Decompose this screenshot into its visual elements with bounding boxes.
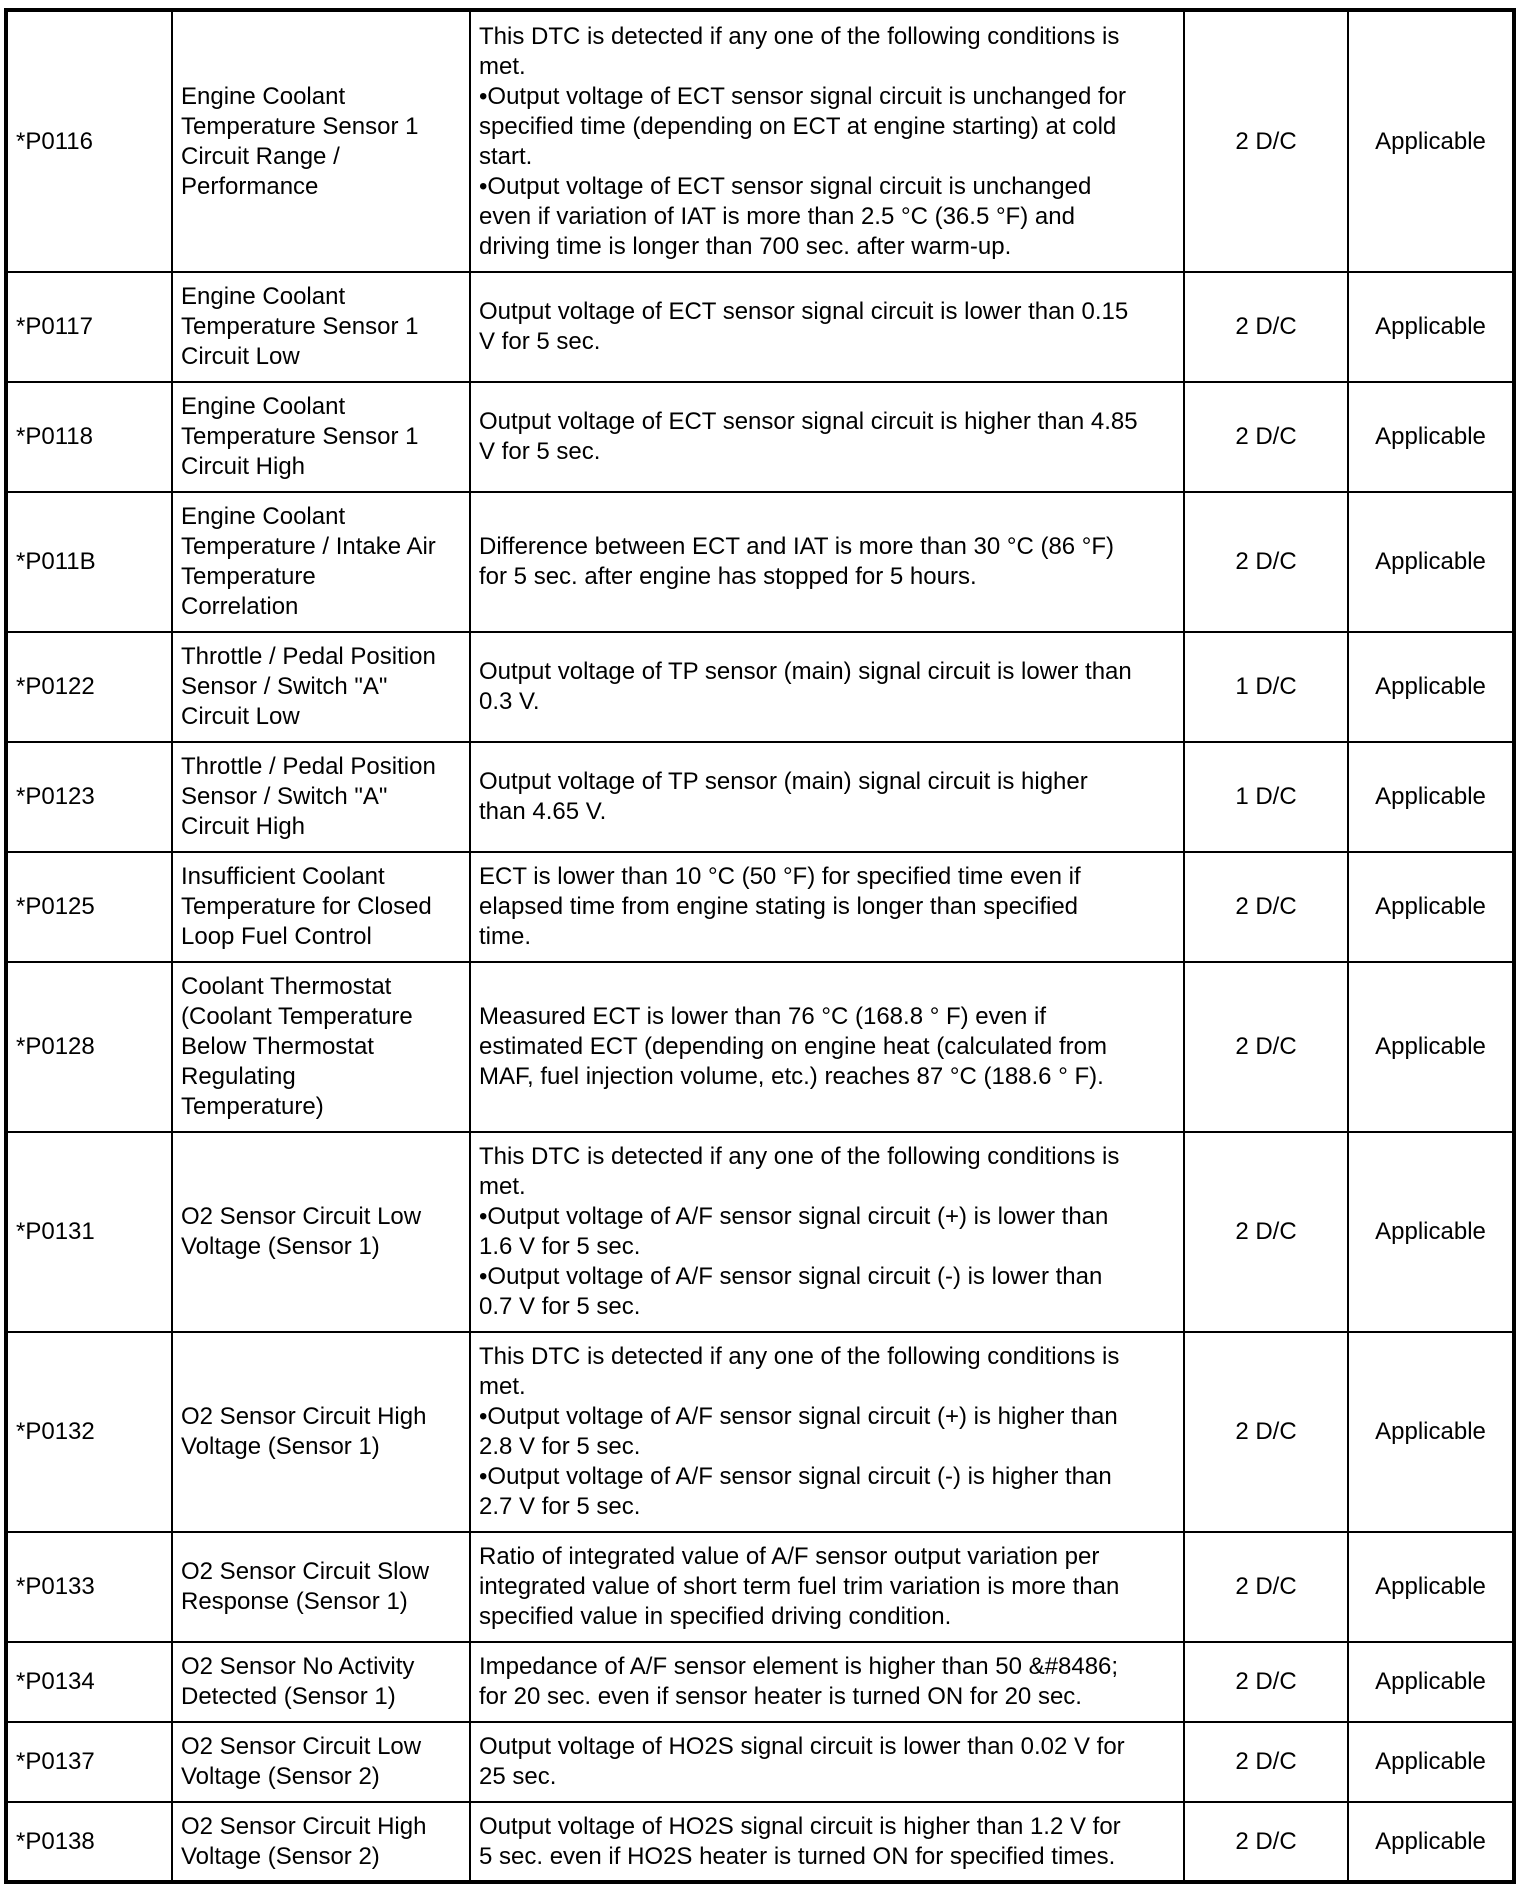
detection-item: O2 Sensor Circuit High Voltage (Sensor 1): [172, 1332, 470, 1532]
detection-item: O2 Sensor Circuit High Voltage (Sensor 2): [172, 1802, 470, 1882]
mil-applicability: Applicable: [1348, 1532, 1514, 1642]
table-row: [6, 852, 1514, 962]
detection-item: O2 Sensor No Activity Detected (Sensor 1): [172, 1642, 470, 1722]
dtc-code: *P0116: [6, 10, 172, 272]
trip-detection-logic: 2 D/C: [1184, 1722, 1348, 1802]
table-row: [6, 10, 1514, 272]
dtc-detection-condition: This DTC is detected if any one of the following conditions is met. •Output voltage of A/F sensor signal circuit (+) is higher than 2.8 V for 5 sec. •Output voltage of A/F sensor signal circuit (-) is higher than 2.7 V for 5 sec.: [470, 1332, 1184, 1532]
dtc-code: *P0128: [6, 962, 172, 1132]
dtc-detection-condition: ECT is lower than 10 °C (50 °F) for specified time even if elapsed time from engine stating is longer than specified time.: [470, 852, 1184, 962]
trip-detection-logic: 2 D/C: [1184, 852, 1348, 962]
trip-detection-logic: 2 D/C: [1184, 1332, 1348, 1532]
dtc-detection-condition: Difference between ECT and IAT is more than 30 °C (86 °F) for 5 sec. after engine has stopped for 5 hours.: [470, 492, 1184, 632]
mil-applicability: Applicable: [1348, 492, 1514, 632]
detection-item: O2 Sensor Circuit Slow Response (Sensor 1): [172, 1532, 470, 1642]
table-row: [6, 742, 1514, 852]
table-row: [6, 1642, 1514, 1722]
detection-item: Insufficient Coolant Temperature for Closed Loop Fuel Control: [172, 852, 470, 962]
detection-item: O2 Sensor Circuit Low Voltage (Sensor 1): [172, 1132, 470, 1332]
dtc-code: *P0131: [6, 1132, 172, 1332]
detection-item: Engine Coolant Temperature Sensor 1 Circuit High: [172, 382, 470, 492]
dtc-code: *P0134: [6, 1642, 172, 1722]
dtc-code: *P0133: [6, 1532, 172, 1642]
dtc-code: *P0122: [6, 632, 172, 742]
dtc-code: *P0123: [6, 742, 172, 852]
mil-applicability: Applicable: [1348, 272, 1514, 382]
trip-detection-logic: 2 D/C: [1184, 1802, 1348, 1882]
trip-detection-logic: 2 D/C: [1184, 272, 1348, 382]
table-row: [6, 632, 1514, 742]
dtc-code: *P0125: [6, 852, 172, 962]
dtc-code: *P0118: [6, 382, 172, 492]
dtc-detection-condition: Output voltage of HO2S signal circuit is lower than 0.02 V for 25 sec.: [470, 1722, 1184, 1802]
dtc-code: *P0137: [6, 1722, 172, 1802]
mil-applicability: Applicable: [1348, 1722, 1514, 1802]
table-row: [6, 962, 1514, 1132]
mil-applicability: Applicable: [1348, 1332, 1514, 1532]
dtc-code: *P0132: [6, 1332, 172, 1532]
dtc-detection-condition: Measured ECT is lower than 76 °C (168.8 ° F) even if estimated ECT (depending on engine heat (calculated from MAF, fuel injection volume, etc.) reaches 87 °C (188.6 ° F).: [470, 962, 1184, 1132]
mil-applicability: Applicable: [1348, 1132, 1514, 1332]
trip-detection-logic: 2 D/C: [1184, 1132, 1348, 1332]
dtc-detection-condition: Impedance of A/F sensor element is higher than 50 &#8486; for 20 sec. even if sensor heater is turned ON for 20 sec.: [470, 1642, 1184, 1722]
table-row: [6, 1332, 1514, 1532]
mil-applicability: Applicable: [1348, 382, 1514, 492]
detection-item: Throttle / Pedal Position Sensor / Switch "A" Circuit High: [172, 742, 470, 852]
mil-applicability: Applicable: [1348, 632, 1514, 742]
table-row: [6, 492, 1514, 632]
dtc-detection-condition: Output voltage of ECT sensor signal circuit is lower than 0.15 V for 5 sec.: [470, 272, 1184, 382]
dtc-table-body: [6, 10, 1514, 1882]
dtc-table: [4, 8, 1516, 1884]
dtc-detection-condition: Output voltage of HO2S signal circuit is higher than 1.2 V for 5 sec. even if HO2S heater is turned ON for specified times.: [470, 1802, 1184, 1882]
trip-detection-logic: 2 D/C: [1184, 492, 1348, 632]
dtc-code: *P0117: [6, 272, 172, 382]
dtc-detection-condition: Output voltage of TP sensor (main) signal circuit is higher than 4.65 V.: [470, 742, 1184, 852]
table-row: [6, 1802, 1514, 1882]
mil-applicability: Applicable: [1348, 1802, 1514, 1882]
detection-item: Coolant Thermostat (Coolant Temperature Below Thermostat Regulating Temperature): [172, 962, 470, 1132]
table-row: [6, 1532, 1514, 1642]
mil-applicability: Applicable: [1348, 10, 1514, 272]
trip-detection-logic: 2 D/C: [1184, 1642, 1348, 1722]
detection-item: Throttle / Pedal Position Sensor / Switch "A" Circuit Low: [172, 632, 470, 742]
table-row: [6, 1722, 1514, 1802]
trip-detection-logic: 1 D/C: [1184, 742, 1348, 852]
trip-detection-logic: 2 D/C: [1184, 10, 1348, 272]
mil-applicability: Applicable: [1348, 1642, 1514, 1722]
trip-detection-logic: 2 D/C: [1184, 382, 1348, 492]
dtc-detection-condition: Output voltage of ECT sensor signal circuit is higher than 4.85 V for 5 sec.: [470, 382, 1184, 492]
table-row: [6, 272, 1514, 382]
dtc-detection-condition: This DTC is detected if any one of the following conditions is met. •Output voltage of A/F sensor signal circuit (+) is lower than 1.6 V for 5 sec. •Output voltage of A/F sensor signal circuit (-) is lower than 0.7 V for 5 sec.: [470, 1132, 1184, 1332]
trip-detection-logic: 2 D/C: [1184, 1532, 1348, 1642]
dtc-code: *P0138: [6, 1802, 172, 1882]
dtc-detection-condition: Ratio of integrated value of A/F sensor output variation per integrated value of short term fuel trim variation is more than specified value in specified driving condition.: [470, 1532, 1184, 1642]
dtc-detection-condition: This DTC is detected if any one of the following conditions is met. •Output voltage of ECT sensor signal circuit is unchanged for specified time (depending on ECT at engine starting) at cold start. •Output voltage of ECT sensor signal circuit is unchanged even if variation of IAT is more than 2.5 °C (36.5 °F) and driving time is longer than 700 sec. after warm-up.: [470, 10, 1184, 272]
detection-item: O2 Sensor Circuit Low Voltage (Sensor 2): [172, 1722, 470, 1802]
mil-applicability: Applicable: [1348, 742, 1514, 852]
table-row: [6, 1132, 1514, 1332]
trip-detection-logic: 2 D/C: [1184, 962, 1348, 1132]
table-row: [6, 382, 1514, 492]
trip-detection-logic: 1 D/C: [1184, 632, 1348, 742]
mil-applicability: Applicable: [1348, 962, 1514, 1132]
detection-item: Engine Coolant Temperature Sensor 1 Circuit Low: [172, 272, 470, 382]
dtc-code: *P011B: [6, 492, 172, 632]
dtc-detection-condition: Output voltage of TP sensor (main) signal circuit is lower than 0.3 V.: [470, 632, 1184, 742]
mil-applicability: Applicable: [1348, 852, 1514, 962]
detection-item: Engine Coolant Temperature / Intake Air Temperature Correlation: [172, 492, 470, 632]
detection-item: Engine Coolant Temperature Sensor 1 Circuit Range / Performance: [172, 10, 470, 272]
